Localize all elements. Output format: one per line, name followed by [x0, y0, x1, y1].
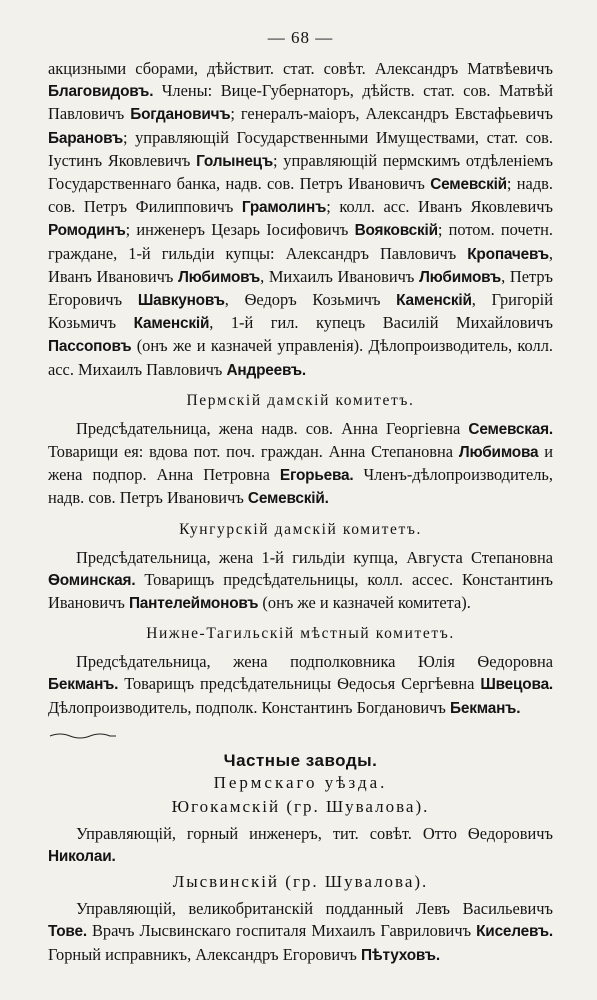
person-surname: Грамолинъ [241, 199, 327, 217]
person-surname: Вояковскій [354, 222, 438, 240]
text-run: Предсѣдательница, жена надв. сов. Анна Георгіевна [76, 418, 469, 438]
text-run: ; генералъ-маіоръ, Александръ Евстафьевичъ [230, 104, 553, 124]
person-surname: Благовидовъ. [48, 83, 154, 101]
heading-lysvinsky-factory: Лысвинскій (гр. Шувалова). [172, 872, 429, 892]
text-run: ; надв. сов. Петръ Филипповичъ [48, 174, 554, 217]
text-run: Врачъ Лысвинскаго госпиталя Михаилъ Гавриловичъ [86, 921, 477, 941]
paragraph-lysvinsky-factory [48, 898, 553, 967]
text-run: Члены: Вице-Губернаторъ, дѣйств. стат. сов. Матвѣй Павловичъ [48, 81, 553, 124]
text-run: ; управляющій Государственными Имуществами, стат. сов. Іустинъ Яковлевичъ [48, 127, 553, 170]
text-run: , Григорій Козьмичъ [48, 290, 553, 333]
person-surname: Пассоповъ [48, 338, 132, 356]
person-surname: Киселевъ. [476, 923, 553, 941]
person-surname: Каменскій [133, 315, 210, 333]
text-run: Горный исправникъ, Александръ Егоровичъ [48, 944, 361, 964]
text-run: , Иванъ Ивановичъ [48, 243, 553, 286]
heading-perm-ladies-committee: Пермскій дамскій комитетъ. [186, 391, 415, 409]
person-surname: Любимовъ [419, 268, 502, 286]
paragraph-nizhny-tagil-committee [48, 651, 553, 720]
text-run: Товарищъ предсѣдательницы, колл. ассес. Константинъ Ивановичъ [48, 569, 553, 613]
section-subtitle-perm-uezd: Пермскаго уѣзда. [213, 772, 388, 792]
person-surname: Семевскій [430, 176, 507, 194]
text-run: и жена подпор. Анна Петровна [48, 442, 554, 485]
person-surname: Егорьева. [279, 467, 354, 485]
heading-nizhny-tagil-committee: Нижне-Тагильскій мѣстный комитетъ. [146, 625, 455, 643]
text-run: акцизными сборами, дѣйствит. стат. совѣт. Александръ Матвѣевичъ [48, 59, 553, 78]
person-surname: Любимовъ [178, 268, 261, 286]
text-run: Управляющій, горный инженеръ, тит. совѣт. Отто Ѳедоровичъ [76, 823, 553, 843]
person-surname: Тове. [48, 923, 87, 941]
paragraph-perm-ladies-committee [48, 418, 553, 511]
person-surname: Ромодинъ [48, 222, 126, 240]
person-surname: Бекманъ. [48, 676, 119, 694]
text-run: , 1-й гил. купецъ Василій Михайловичъ [209, 313, 553, 333]
person-surname: Бекманъ. [450, 699, 521, 717]
person-surname: Пѣтуховъ. [361, 946, 440, 964]
person-surname: Николаи. [48, 848, 116, 866]
text-run: (онъ же и казначей управленія). Дѣлопроизводитель, колл. асс. Михаилъ Павловичъ [48, 336, 553, 379]
text-run: , Михаилъ Ивановичъ [260, 266, 420, 286]
person-surname: Швецова. [480, 676, 553, 694]
text-run: Предсѣдательница, жена 1-й гильдіи купца, Августа Степановна [76, 547, 553, 567]
text-run: , Ѳедоръ Козьмичъ [224, 290, 397, 310]
text-run: Дѣлопроизводитель, подполк. Константинъ Богдановичъ [48, 697, 451, 717]
text-run: (онъ же и казначей комитета). [258, 593, 471, 613]
text-run: ; управляющій пермскимъ отдѣленіемъ Государственнаго банка, надв. сов. Петръ Ивановичъ [48, 150, 553, 194]
text-run: ; инженеръ Цезарь Іосифовичъ [125, 220, 355, 240]
person-surname: Голынецъ [196, 152, 273, 170]
heading-yugokamsky-factory: Югокамскій (гр. Шувалова). [171, 796, 430, 816]
text-run: , Петръ Егоровичъ [48, 266, 553, 310]
paragraph-excise-committee [48, 58, 553, 382]
person-surname: Кропачевъ [467, 245, 549, 263]
person-surname: Барановъ [48, 129, 123, 147]
person-surname: Семевская. [468, 420, 553, 438]
person-surname: Андреевъ. [226, 361, 306, 379]
person-surname: Богдановичъ [130, 106, 231, 124]
person-surname: Шавкуновъ [137, 292, 225, 310]
text-run: Управляющій, великобританскій подданный Левъ Васильевичъ [76, 899, 553, 919]
text-run: Предсѣдательница, жена подполковника Юлія Ѳедоровна [76, 652, 553, 672]
heading-kungur-ladies-committee: Кунгурскій дамскій комитетъ. [179, 520, 422, 538]
person-surname: Каменскій [396, 292, 472, 310]
decorative-divider [48, 732, 118, 740]
section-title-private-factories: Частные заводы. [223, 750, 378, 770]
text-run: ; колл. асс. Иванъ Яковлевичъ [326, 197, 554, 217]
person-surname: Любимова [458, 444, 539, 462]
page-number: — 68 — [267, 28, 334, 47]
paragraph-kungur-ladies-committee [48, 547, 553, 616]
person-surname: Пантелеймоновъ [128, 595, 259, 613]
text-run: Товарищъ предсѣдательницы Ѳедосья Сергѣевна [118, 674, 481, 694]
text-run: Товарищи ея: вдова пот. поч. граждан. Анна Степановна [48, 442, 459, 462]
text-run: ; потом. почетн. граждане, 1-й гильдіи купцы: Александръ Павловичъ [48, 220, 553, 263]
paragraph-yugokamsky-factory [48, 823, 553, 868]
person-surname: Семевскій. [247, 490, 329, 508]
person-surname: Ѳоминская. [48, 571, 136, 589]
text-run: Членъ-дѣлопроизводитель, надв. сов. Петръ Ивановичъ [48, 465, 553, 508]
